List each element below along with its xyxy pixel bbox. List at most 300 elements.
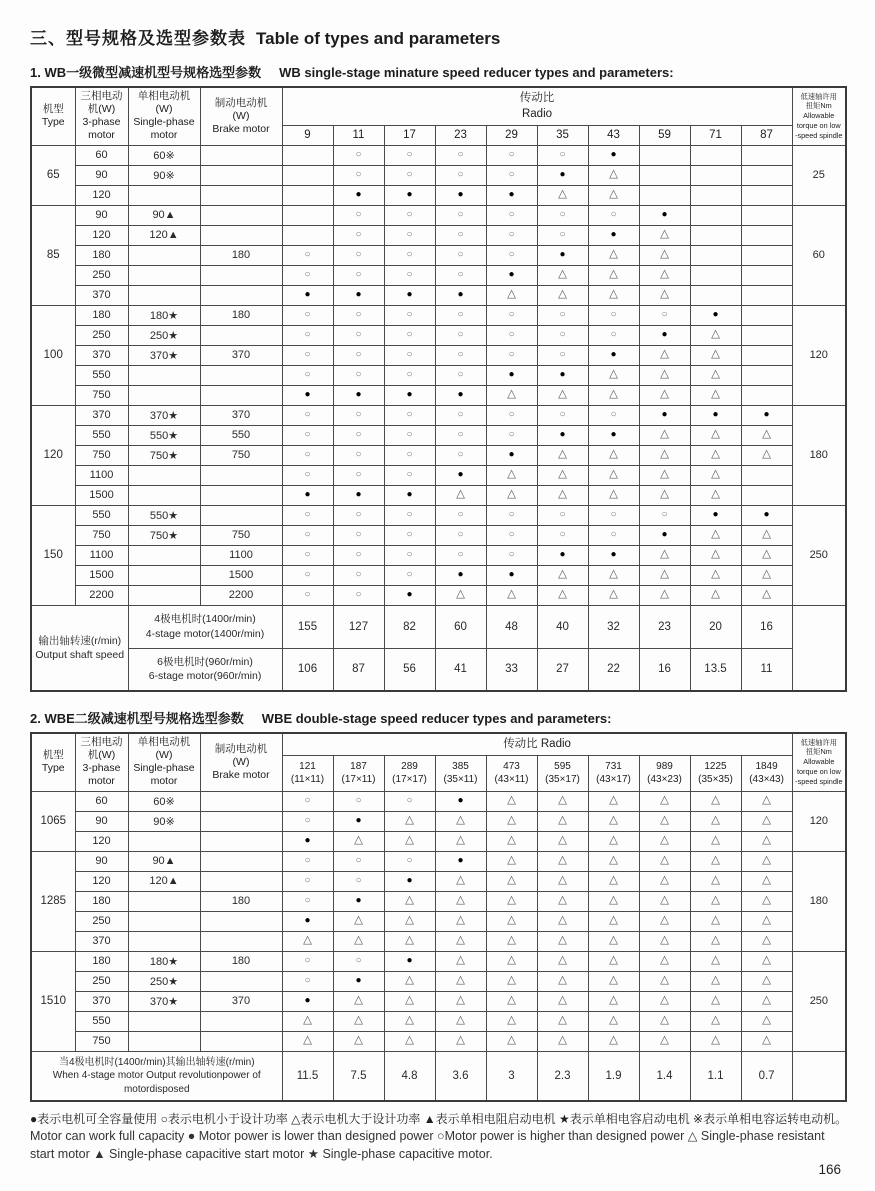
open-circle-icon: ○ [486,205,537,225]
open-circle-icon: ○ [333,545,384,565]
speed-value-cell: 3.6 [435,1051,486,1101]
speed-value-cell: 3 [486,1051,537,1101]
empty-mark-cell [282,225,333,245]
speed-value-cell: 22 [588,648,639,691]
open-circle-icon: ○ [384,791,435,811]
table-row [31,891,846,911]
triangle-icon: △ [588,931,639,951]
open-circle-icon: ○ [639,505,690,525]
open-circle-icon: ○ [384,145,435,165]
ratio-value-header: 17 [384,125,435,145]
open-circle-icon: ○ [384,465,435,485]
open-circle-icon: ○ [333,445,384,465]
output-speed-label: 输出轴转速(r/min) Output shaft speed [31,605,128,691]
ratio-value-header: 59 [639,125,690,145]
filled-circle-icon: ● [435,385,486,405]
triangle-icon: △ [690,425,741,445]
ratio-value-header: 289 (17×17) [384,755,435,791]
triangle-icon: △ [588,811,639,831]
triangle-icon: △ [384,831,435,851]
empty-mark-cell [741,225,792,245]
table-row [31,791,846,811]
filled-circle-icon: ● [741,505,792,525]
triangle-icon: △ [741,545,792,565]
open-circle-icon: ○ [333,305,384,325]
single-phase-power-cell: 90▲ [128,205,200,225]
triangle-icon: △ [690,445,741,465]
filled-circle-icon: ● [333,485,384,505]
single-phase-power-cell [128,185,200,205]
brake-power-cell: 370 [200,405,282,425]
brake-power-cell [200,791,282,811]
triangle-icon: △ [690,831,741,851]
triangle-icon: △ [639,971,690,991]
open-circle-icon: ○ [486,425,537,445]
ratio-value-header: 43 [588,125,639,145]
open-circle-icon: ○ [384,325,435,345]
triangle-icon: △ [588,831,639,851]
table-row [31,405,846,425]
open-circle-icon: ○ [537,505,588,525]
open-circle-icon: ○ [639,305,690,325]
empty-mark-cell [639,185,690,205]
speed-value-cell: 1.4 [639,1051,690,1101]
open-circle-icon: ○ [333,405,384,425]
triangle-icon: △ [639,545,690,565]
torque-cell: 250 [792,505,846,605]
single-phase-power-cell: 120▲ [128,225,200,245]
filled-circle-icon: ● [384,951,435,971]
three-phase-power-cell: 120 [75,185,128,205]
section2-title-en: WBE double-stage speed reducer types and parameters: [261,711,612,726]
single-phase-power-cell: 370★ [128,991,200,1011]
triangle-icon: △ [690,365,741,385]
brake-power-cell [200,325,282,345]
triangle-icon: △ [690,871,741,891]
triangle-icon: △ [741,951,792,971]
brake-power-cell [200,185,282,205]
triangle-icon: △ [486,871,537,891]
triangle-icon: △ [639,365,690,385]
table-row [31,851,846,871]
speed-value-cell: 40 [537,605,588,648]
open-circle-icon: ○ [435,245,486,265]
triangle-icon: △ [486,485,537,505]
type-cell: 150 [31,505,75,605]
triangle-icon: △ [690,545,741,565]
three-phase-power-cell: 750 [75,385,128,405]
open-circle-icon: ○ [333,205,384,225]
triangle-icon: △ [588,911,639,931]
triangle-icon: △ [435,811,486,831]
section2-title-cn: 2. WBE二级减速机型号规格选型参数 [30,711,244,726]
table-row [31,565,846,585]
triangle-icon: △ [333,1011,384,1031]
filled-circle-icon: ● [588,545,639,565]
triangle-icon: △ [435,871,486,891]
triangle-icon: △ [333,911,384,931]
triangle-icon: △ [486,1031,537,1051]
open-circle-icon: ○ [486,505,537,525]
triangle-icon: △ [537,1011,588,1031]
empty-mark-cell [282,185,333,205]
brake-power-cell [200,871,282,891]
triangle-icon: △ [435,931,486,951]
table-row [31,325,846,345]
single-phase-power-cell: 250★ [128,971,200,991]
open-circle-icon: ○ [588,205,639,225]
single-phase-power-cell: 90▲ [128,851,200,871]
table-row [31,305,846,325]
triangle-icon: △ [384,1011,435,1031]
filled-circle-icon: ● [486,445,537,465]
triangle-icon: △ [537,811,588,831]
table-row [31,831,846,851]
three-phase-power-cell: 370 [75,991,128,1011]
three-phase-power-cell: 370 [75,345,128,365]
legend-cn: ●表示电机可全容量使用 ○表示电机小于设计功率 △表示电机大于设计功率 ▲表示单相电阻启动电机 ★表示单相电容启动电机 ※表示单相电容运转电动机。 [30,1112,848,1126]
speed-value-cell: 41 [435,648,486,691]
section1-title [30,62,845,81]
speed-value-cell: 0.7 [741,1051,792,1101]
open-circle-icon: ○ [282,345,333,365]
filled-circle-icon: ● [741,405,792,425]
triangle-icon: △ [639,1031,690,1051]
empty-mark-cell [690,185,741,205]
open-circle-icon: ○ [486,525,537,545]
open-circle-icon: ○ [435,325,486,345]
brake-power-cell [200,205,282,225]
type-cell: 1285 [31,851,75,951]
speed-value-cell: 27 [537,648,588,691]
filled-circle-icon: ● [435,185,486,205]
triangle-icon: △ [486,285,537,305]
speed-value-cell: 32 [588,605,639,648]
filled-circle-icon: ● [384,585,435,605]
three-phase-power-cell: 370 [75,405,128,425]
empty-mark-cell [690,285,741,305]
triangle-icon: △ [690,911,741,931]
ratio-value-header: 121 (11×11) [282,755,333,791]
triangle-icon: △ [588,445,639,465]
filled-circle-icon: ● [333,285,384,305]
speed-value-cell: 13.5 [690,648,741,691]
open-circle-icon: ○ [282,811,333,831]
triangle-icon: △ [741,991,792,1011]
three-phase-power-cell: 550 [75,425,128,445]
triangle-icon: △ [690,811,741,831]
three-phase-power-cell: 250 [75,971,128,991]
triangle-icon: △ [690,1011,741,1031]
triangle-icon: △ [486,1011,537,1031]
filled-circle-icon: ● [537,245,588,265]
table-row [31,425,846,445]
brake-power-cell [200,265,282,285]
brake-power-cell: 180 [200,951,282,971]
triangle-icon: △ [435,891,486,911]
empty-mark-cell [690,225,741,245]
three-phase-power-cell: 120 [75,871,128,891]
empty-mark-cell [741,285,792,305]
triangle-icon: △ [639,585,690,605]
ratio-value-header: 71 [690,125,741,145]
filled-circle-icon: ● [435,565,486,585]
empty-mark-cell [741,205,792,225]
empty-mark-cell [741,465,792,485]
table-row [31,1011,846,1031]
triangle-icon: △ [690,951,741,971]
triangle-icon: △ [333,991,384,1011]
type-header: 机型 Type [31,733,75,791]
triangle-icon: △ [588,791,639,811]
open-circle-icon: ○ [282,265,333,285]
brake-power-cell [200,971,282,991]
empty-mark-cell [741,345,792,365]
speed-value-cell: 4.8 [384,1051,435,1101]
single-phase-power-cell: 180★ [128,951,200,971]
open-circle-icon: ○ [384,525,435,545]
table-row [31,265,846,285]
ratio-value-header: 23 [435,125,486,145]
triangle-icon: △ [537,971,588,991]
ratio-value-header: 187 (17×11) [333,755,384,791]
single-phase-power-cell [128,891,200,911]
triangle-icon: △ [741,565,792,585]
filled-circle-icon: ● [384,185,435,205]
three-phase-power-cell: 750 [75,525,128,545]
open-circle-icon: ○ [384,265,435,285]
open-circle-icon: ○ [537,225,588,245]
empty-mark-cell [741,485,792,505]
triangle-icon: △ [690,325,741,345]
ratio-value-header: 11 [333,125,384,145]
triangle-icon: △ [537,265,588,285]
table-row [31,871,846,891]
brake-power-cell: 750 [200,525,282,545]
triangle-icon: △ [741,891,792,911]
table-row [31,445,846,465]
triangle-icon: △ [690,891,741,911]
triangle-icon: △ [741,931,792,951]
filled-circle-icon: ● [435,285,486,305]
ratio-value-header: 35 [537,125,588,145]
filled-circle-icon: ● [384,285,435,305]
triangle-icon: △ [384,911,435,931]
filled-circle-icon: ● [486,265,537,285]
open-circle-icon: ○ [486,145,537,165]
triangle-icon: △ [639,791,690,811]
open-circle-icon: ○ [333,585,384,605]
triangle-icon: △ [690,485,741,505]
empty-mark-cell [741,365,792,385]
page-title-en: Table of types and parameters [256,29,501,48]
triangle-icon: △ [435,911,486,931]
open-circle-icon: ○ [282,405,333,425]
triangle-icon: △ [333,831,384,851]
triangle-icon: △ [690,345,741,365]
speed-value-cell: 16 [639,648,690,691]
single-phase-power-cell [128,1031,200,1051]
three-phase-power-cell: 120 [75,225,128,245]
empty-mark-cell [741,265,792,285]
open-circle-icon: ○ [588,525,639,545]
filled-circle-icon: ● [333,811,384,831]
triangle-icon: △ [537,791,588,811]
triangle-icon: △ [486,385,537,405]
brake-motor-header: 制动电动机 (W) Brake motor [200,733,282,791]
triangle-icon: △ [639,265,690,285]
empty-mark-cell [690,245,741,265]
ratio-title-header: 传动比 Radio [282,87,792,125]
brake-power-cell: 370 [200,991,282,1011]
filled-circle-icon: ● [435,851,486,871]
triangle-icon: △ [588,465,639,485]
open-circle-icon: ○ [486,245,537,265]
open-circle-icon: ○ [282,791,333,811]
ratio-value-header: 1849 (43×43) [741,755,792,791]
brake-power-cell [200,505,282,525]
triangle-icon: △ [282,1031,333,1051]
three-phase-power-cell: 90 [75,205,128,225]
triangle-icon: △ [639,225,690,245]
filled-circle-icon: ● [435,791,486,811]
triangle-icon: △ [384,931,435,951]
triangle-icon: △ [537,285,588,305]
triangle-icon: △ [588,971,639,991]
brake-power-cell [200,911,282,931]
triangle-icon: △ [537,931,588,951]
triangle-icon: △ [588,585,639,605]
single-phase-power-cell: 90※ [128,811,200,831]
speed-value-cell: 155 [282,605,333,648]
empty-mark-cell [741,305,792,325]
triangle-icon: △ [486,465,537,485]
filled-circle-icon: ● [690,505,741,525]
brake-power-cell: 1100 [200,545,282,565]
filled-circle-icon: ● [282,385,333,405]
ratio-value-header: 87 [741,125,792,145]
triangle-icon: △ [486,811,537,831]
open-circle-icon: ○ [282,325,333,345]
triangle-icon: △ [639,565,690,585]
triangle-icon: △ [588,285,639,305]
filled-circle-icon: ● [486,185,537,205]
open-circle-icon: ○ [333,325,384,345]
triangle-icon: △ [486,851,537,871]
section1-title-cn: 1. WB一级微型减速机型号规格选型参数 [30,65,262,80]
filled-circle-icon: ● [384,871,435,891]
triangle-icon: △ [741,831,792,851]
open-circle-icon: ○ [333,165,384,185]
empty-mark-cell [741,185,792,205]
open-circle-icon: ○ [537,405,588,425]
ratio-value-header: 1225 (35×35) [690,755,741,791]
three-phase-power-cell: 60 [75,791,128,811]
filled-circle-icon: ● [333,385,384,405]
triangle-icon: △ [486,931,537,951]
brake-power-cell [200,285,282,305]
filled-circle-icon: ● [639,525,690,545]
triangle-icon: △ [690,525,741,545]
empty-mark-cell [690,265,741,285]
brake-power-cell [200,145,282,165]
open-circle-icon: ○ [435,425,486,445]
ratio-value-header: 595 (35×17) [537,755,588,791]
open-circle-icon: ○ [537,525,588,545]
legend [30,1111,848,1163]
triangle-icon: △ [384,891,435,911]
open-circle-icon: ○ [333,851,384,871]
table-row [31,285,846,305]
filled-circle-icon: ● [384,385,435,405]
speed-value-cell: 82 [384,605,435,648]
brake-power-cell: 550 [200,425,282,445]
open-circle-icon: ○ [333,791,384,811]
output-speed-row [31,648,846,691]
triangle-icon: △ [435,991,486,1011]
filled-circle-icon: ● [588,145,639,165]
open-circle-icon: ○ [537,145,588,165]
open-circle-icon: ○ [537,325,588,345]
open-circle-icon: ○ [384,245,435,265]
table-row [31,585,846,605]
triangle-icon: △ [588,265,639,285]
speed-value-cell: 56 [384,648,435,691]
triangle-icon: △ [333,931,384,951]
open-circle-icon: ○ [282,465,333,485]
ratio-value-header: 385 (35×11) [435,755,486,791]
single-phase-power-cell: 60※ [128,791,200,811]
legend-en: Motor can work full capacity ● Motor power is lower than designed power ○Motor power is higher than designed power △ Single-phase resistant start motor ▲ Single-phase capacitive start motor ★ Single-phase capacitive motor. [30,1129,825,1161]
empty-mark-cell [639,145,690,165]
open-circle-icon: ○ [588,405,639,425]
three-phase-power-cell: 180 [75,245,128,265]
open-circle-icon: ○ [435,165,486,185]
single-phase-power-cell [128,285,200,305]
brake-power-cell [200,931,282,951]
open-circle-icon: ○ [384,565,435,585]
open-circle-icon: ○ [537,345,588,365]
brake-power-cell [200,485,282,505]
single-phase-header: 单相电动机 (W) Single-phase motor [128,87,200,145]
triangle-icon: △ [537,185,588,205]
empty-mark-cell [282,165,333,185]
triangle-icon: △ [588,485,639,505]
open-circle-icon: ○ [333,365,384,385]
empty-mark-cell [741,165,792,185]
filled-circle-icon: ● [486,365,537,385]
empty-mark-cell [741,385,792,405]
torque-cell: 180 [792,405,846,505]
brake-power-cell: 1500 [200,565,282,585]
triangle-icon: △ [639,465,690,485]
table-row [31,545,846,565]
triangle-icon: △ [588,385,639,405]
triangle-icon: △ [537,445,588,465]
open-circle-icon: ○ [282,305,333,325]
triangle-icon: △ [741,791,792,811]
triangle-icon: △ [639,385,690,405]
open-circle-icon: ○ [384,365,435,385]
open-circle-icon: ○ [435,405,486,425]
open-circle-icon: ○ [384,205,435,225]
single-phase-power-cell: 750★ [128,525,200,545]
open-circle-icon: ○ [333,871,384,891]
speed-value-cell: 11 [741,648,792,691]
three-phase-power-cell: 370 [75,285,128,305]
wb-single-stage-table [30,86,847,692]
table-row [31,991,846,1011]
